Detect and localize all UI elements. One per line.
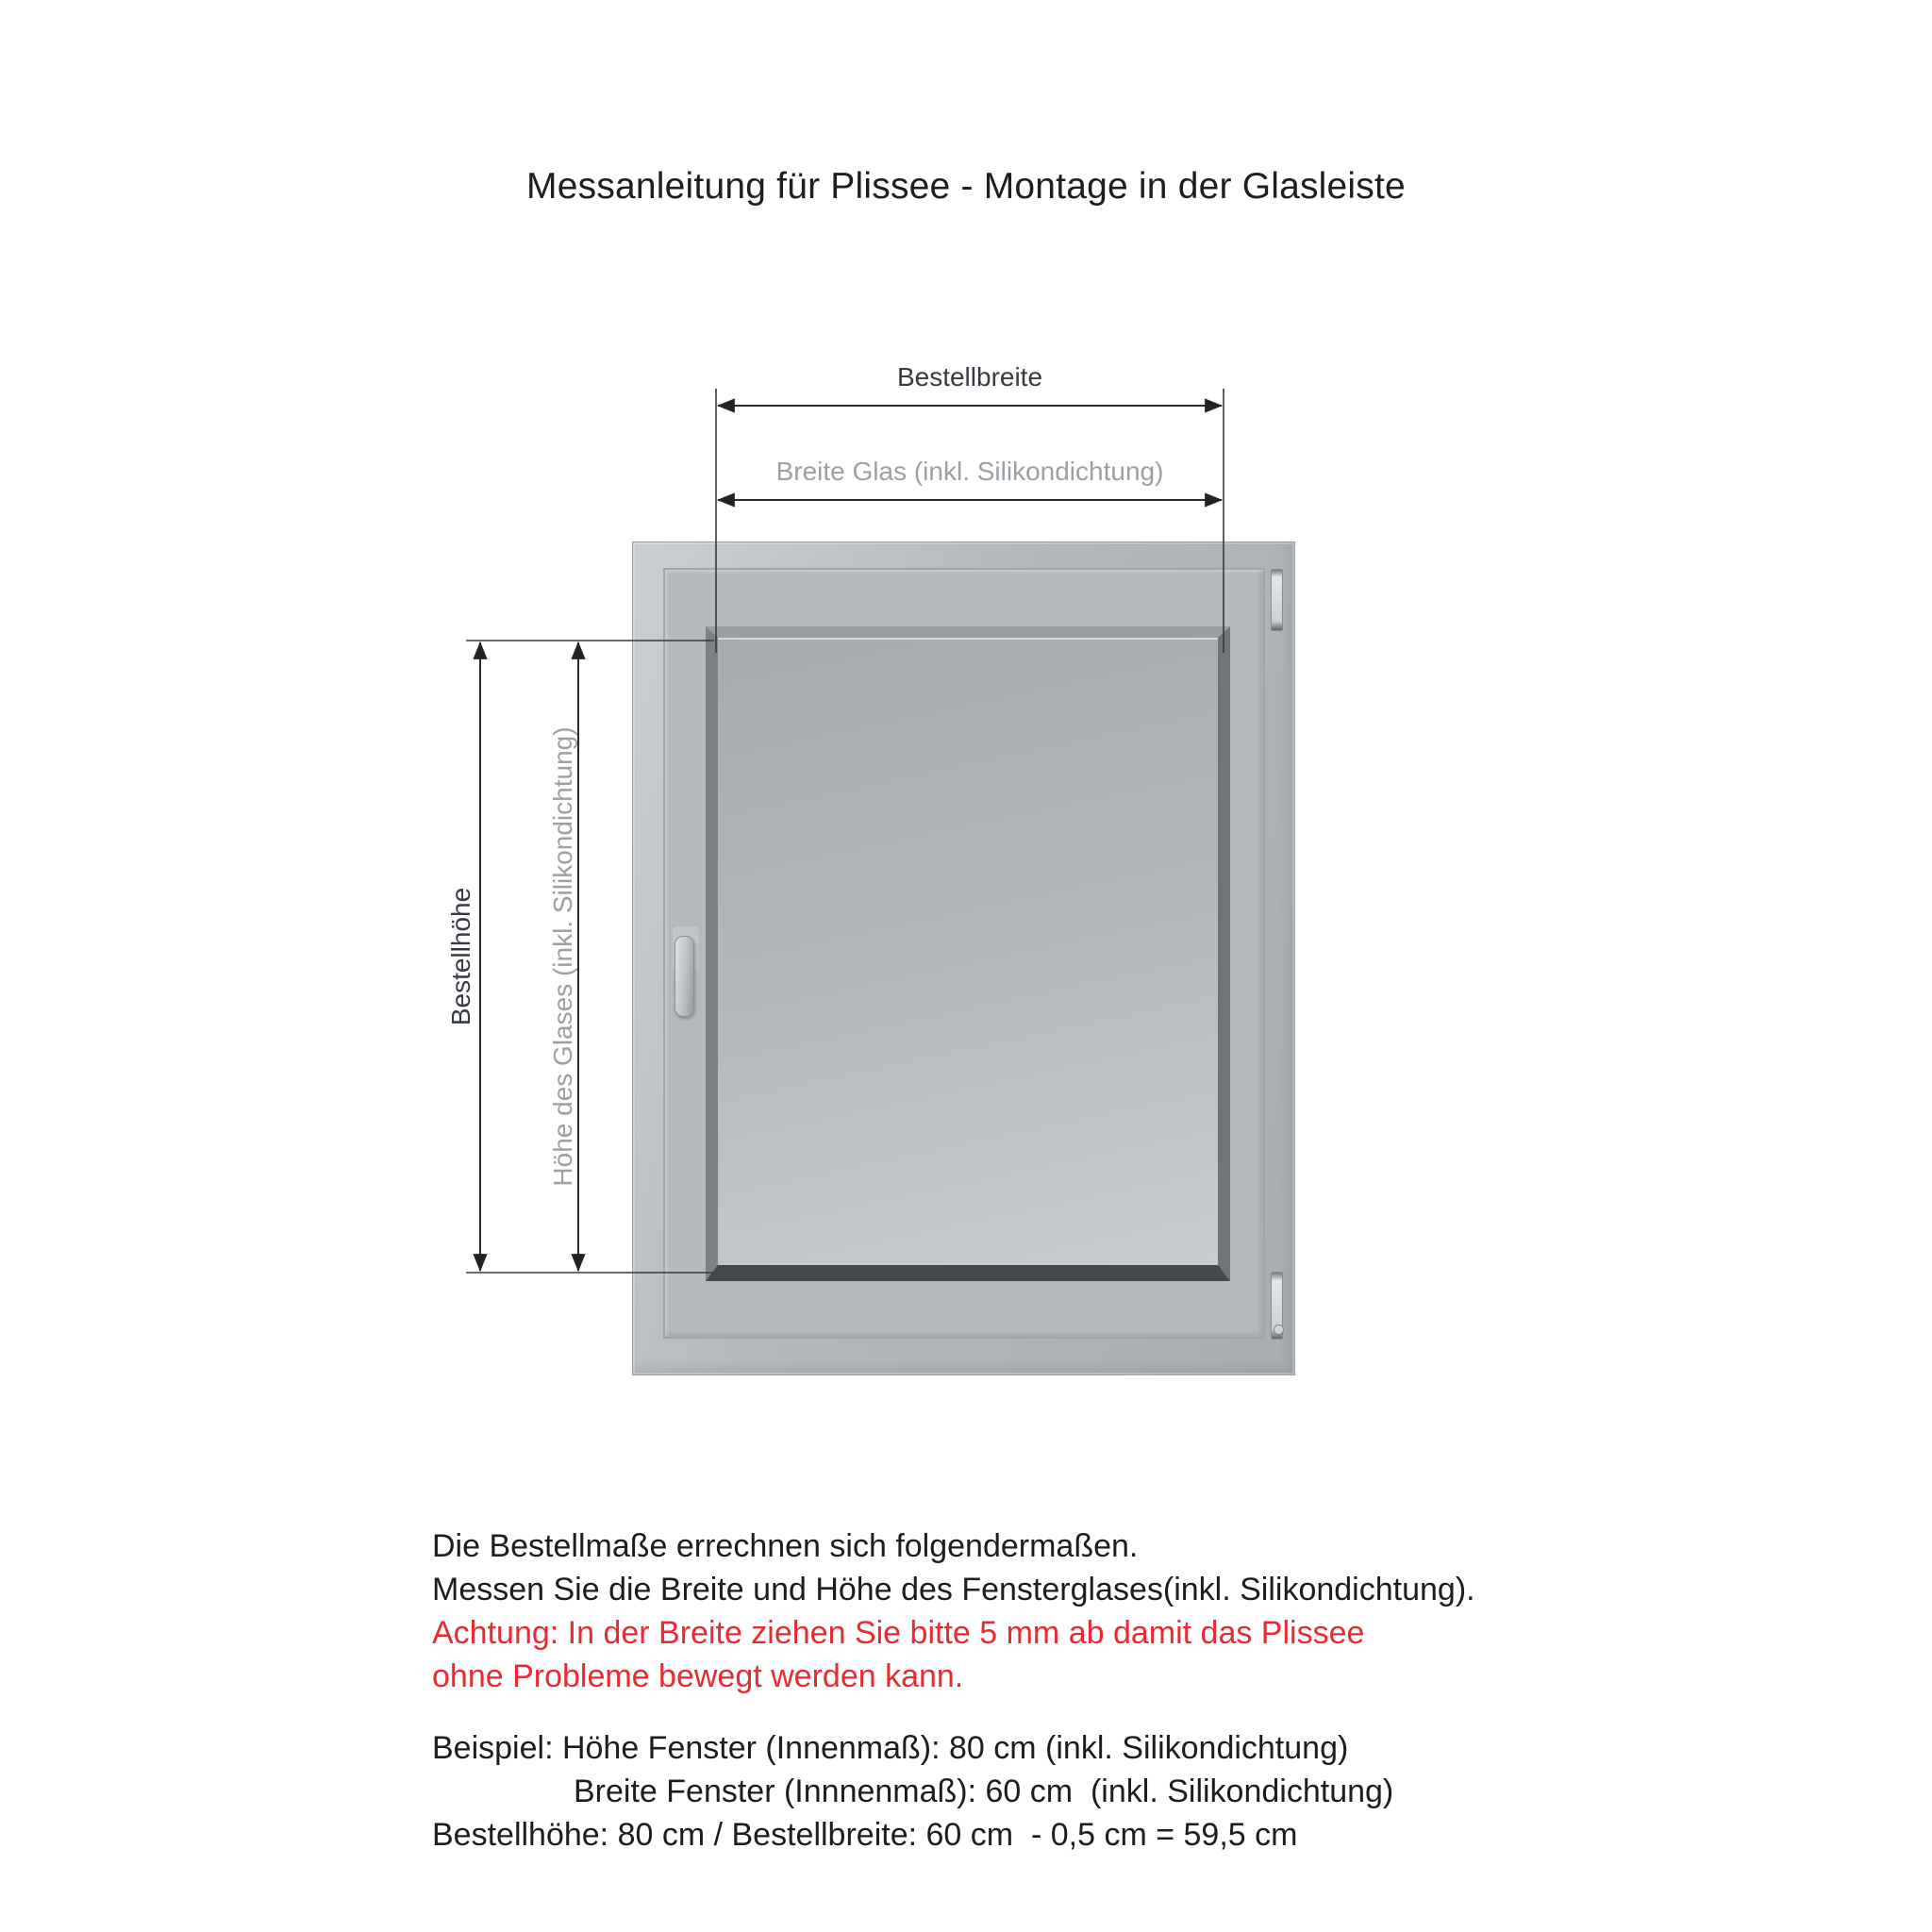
window-handle-icon	[675, 936, 694, 1017]
instruction-line-1: Die Bestellmaße errechnen sich folgendermaßen.	[432, 1528, 1139, 1564]
example-line-width: Breite Fenster (Innnenmaß): 60 cm (inkl. Silikondichtung)	[574, 1774, 1394, 1809]
window-glass	[706, 626, 1230, 1281]
glass-width-label: Breite Glas (inkl. Silikondichtung)	[775, 457, 1164, 486]
page-title: Messanleitung für Plissee - Montage in der Glasleiste	[526, 166, 1406, 207]
glass-height-label: Höhe des Glases (inkl. Silikondichtung)	[548, 726, 577, 1187]
hinge-top-icon	[1271, 569, 1283, 631]
example-line-height: Beispiel: Höhe Fenster (Innenmaß): 80 cm (inkl. Silikondichtung)	[432, 1730, 1349, 1766]
instruction-line-2: Messen Sie die Breite und Höhe des Fensterglases(inkl. Silikondichtung).	[432, 1572, 1475, 1607]
order-width-label: Bestellbreite	[896, 362, 1043, 391]
example-block	[432, 1726, 1393, 1857]
instruction-warning-line-2: ohne Probleme bewegt werden kann.	[432, 1658, 964, 1694]
example-line-result: Bestellhöhe: 80 cm / Bestellbreite: 60 cm - 0,5 cm = 59,5 cm	[432, 1817, 1298, 1853]
order-height-label: Bestellhöhe	[446, 887, 475, 1026]
hinge-pin-icon	[1274, 1324, 1284, 1335]
instructions-block	[432, 1524, 1475, 1698]
instruction-warning-line-1: Achtung: In der Breite ziehen Sie bitte 5 mm ab damit das Plissee	[432, 1615, 1365, 1651]
